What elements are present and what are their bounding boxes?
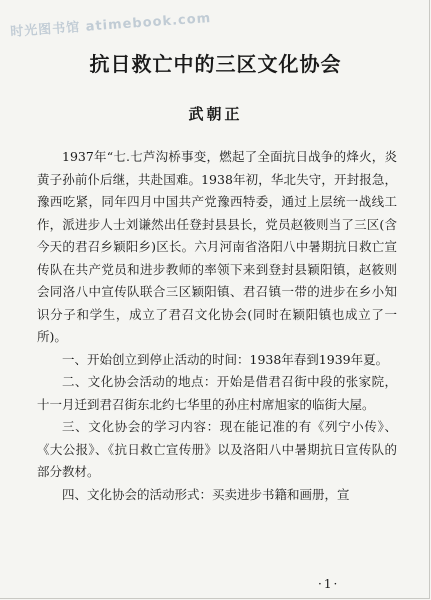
watermark: 时光图书馆 atimebook.com	[9, 10, 212, 40]
paragraph-founding-period: 一、开始创立到停止活动的时间：1938年春到1939年夏。	[62, 351, 389, 367]
article-title: 抗日救亡中的三区文化协会	[89, 52, 342, 76]
page-number: ·1·	[318, 577, 340, 591]
paragraph-location: 二、文化协会活动的地点：开始是借君召街中段的张家院，十一月迁到君召街东北约七华里的孙庄村席旭家的临街大屋。	[37, 374, 397, 412]
article-body	[37, 146, 397, 506]
author-name: 武朝正	[188, 105, 243, 123]
paragraph-study-content: 三、文化协会的学习内容：现在能记准的有《列宁小传》、《大公报》、《抗日救亡宣传册》以及洛阳八中暑期抗日宣传队的部分教材。	[37, 419, 397, 479]
paragraph-intro: 1937年“七.七芦沟桥事变，燃起了全面抗日战争的烽火，炎黄子孙前仆后继，共赴国难。1938年初，华北失守，开封报急，豫西吃紧，同年四月中国共产党豫西特委，通过上层统一战线工作，派进步人士刘谦然出任登封县县长，党员赵筱则当了三区(含今天的君召乡颖阳乡)区长。六月河南省洛阳八中暑期抗日救亡宣传队在共产党员和进步教师的率领下来到登封县颖阳镇，赵筱则会同洛八中宣传队联合三区颖阳镇、君召镇一带的进步在乡小知识分子和学生，成立了君召文化协会(同时在颖阳镇也成立了一所)。	[37, 149, 397, 344]
paragraph-activity-form: 四、文化协会的活动形式：买卖进步书籍和画册，宣	[62, 486, 350, 502]
